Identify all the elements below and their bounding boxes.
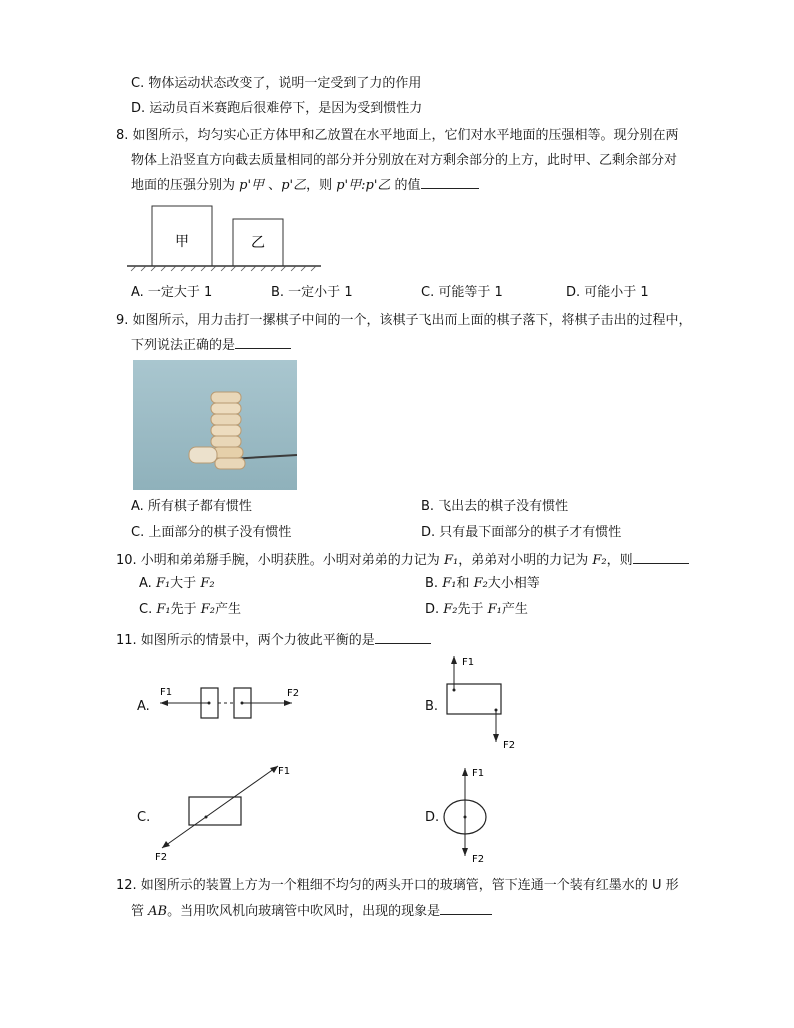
answer-blank	[235, 336, 291, 349]
answer-blank	[375, 631, 431, 644]
svg-text:F1: F1	[462, 657, 475, 668]
q12-stem-line1: 12. 如图所示的装置上方为一个粗细不均匀的两头开口的玻璃管，管下连通一个装有红墨水的 U 形	[116, 878, 679, 893]
q9-stem-line2: 下列说法正确的是	[131, 336, 291, 355]
p-yi: p'乙	[281, 178, 307, 193]
svg-text:F2: F2	[287, 688, 300, 699]
svg-text:F1: F1	[278, 766, 291, 777]
q11-label-c: C.	[137, 810, 151, 825]
p-jia: p'甲	[239, 178, 265, 193]
q8-option-d: D. 可能小于 1	[566, 285, 649, 300]
q8-cubes-figure	[125, 200, 325, 274]
flying-piece	[189, 447, 217, 463]
q11-figure-b	[440, 652, 530, 752]
q10-option-a: A. F₁大于 F₂	[139, 576, 215, 591]
cube-yi-label: 乙	[251, 235, 265, 251]
q10-option-c: C. F₁先于 F₂产生	[139, 602, 241, 617]
q8-stem-line2: 物体上沿竖直方向截去质量相同的部分并分别放在对方剩余部分的上方，此时甲、乙剩余部分对	[131, 153, 678, 168]
answer-blank	[633, 551, 689, 564]
svg-text:F2: F2	[155, 852, 168, 863]
answer-blank	[421, 176, 479, 189]
q9-option-b: B. 飞出去的棋子没有惯性	[421, 499, 569, 514]
q9-stem-line1: 9. 如图所示，用力击打一摞棋子中间的一个，该棋子飞出而上面的棋子落下，将棋子击出的过程中，	[116, 313, 692, 328]
cube-jia-label: 甲	[175, 234, 189, 250]
q11-figure-d	[440, 762, 510, 866]
q8-option-c: C. 可能等于 1	[421, 285, 503, 300]
q8-stem-line1: 8. 如图所示，均匀实心正方体甲和乙放置在水平地面上，它们对水平地面的压强相等。现分别在两	[116, 128, 679, 143]
q10-stem: 10. 小明和弟弟掰手腕，小明获胜。小明对弟弟的力记为 F₁，弟弟对小明的力记为 F₂，则	[116, 551, 689, 570]
svg-text:F2: F2	[472, 854, 485, 865]
answer-blank	[440, 902, 492, 915]
q11-label-b: B.	[425, 699, 439, 714]
q7-option-c: C. 物体运动状态改变了，说明一定受到了力的作用	[131, 76, 422, 91]
q11-stem: 11. 如图所示的情景中，两个力彼此平衡的是	[116, 631, 431, 650]
q12-stem-line2: 管 AB。当用吹风机向玻璃管中吹风时，出现的现象是	[131, 902, 492, 921]
q11-figure-a	[150, 680, 310, 725]
q9-option-d: D. 只有最下面部分的棋子才有惯性	[421, 525, 622, 540]
q11-label-a: A.	[137, 699, 150, 714]
q8-option-b: B. 一定小于 1	[271, 285, 353, 300]
svg-text:F1: F1	[160, 687, 173, 698]
q8-option-a: A. 一定大于 1	[131, 285, 213, 300]
q9-chess-stack-photo	[133, 360, 297, 490]
q11-label-d: D.	[425, 810, 440, 825]
pressure-ratio: p'甲:p'乙	[336, 178, 391, 193]
q8-stem-line3: 地面的压强分别为 p'甲 、p'乙，则 p'甲:p'乙 的值	[131, 176, 479, 195]
q10-option-d: D. F₂先于 F₁产生	[425, 602, 528, 617]
q9-option-c: C. 上面部分的棋子没有惯性	[131, 525, 292, 540]
q7-option-d: D. 运动员百米赛跑后很难停下，是因为受到惯性力	[131, 101, 423, 116]
q9-option-a: A. 所有棋子都有惯性	[131, 499, 252, 514]
svg-text:F2: F2	[503, 740, 516, 751]
svg-text:F1: F1	[472, 768, 485, 779]
q10-option-b: B. F₁和 F₂大小相等	[425, 576, 540, 591]
q11-figure-c	[150, 760, 300, 864]
